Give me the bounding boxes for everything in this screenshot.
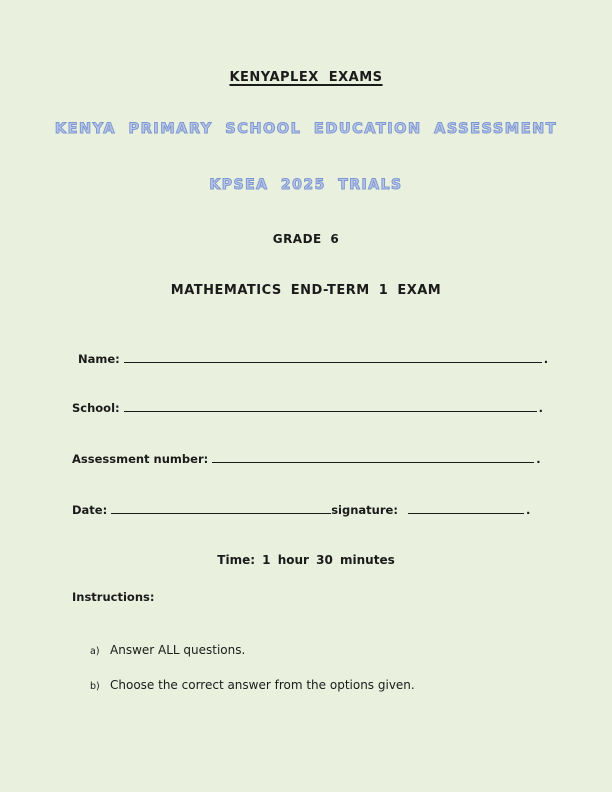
assessment-number-line-terminator: .: [536, 452, 541, 466]
name-field-row: [78, 351, 552, 367]
school-field-row: [72, 400, 552, 416]
date-label: Date:: [72, 503, 108, 517]
signature-label: signature:: [331, 503, 398, 517]
org-title: [0, 0, 612, 86]
school-blank-line: [124, 400, 537, 412]
instruction-b-marker: b): [90, 681, 100, 692]
exam-title: MATHEMATICS END-TERM 1 EXAM: [170, 283, 442, 298]
date-blank-line: [111, 502, 331, 514]
trial-title: KPSEA 2025 TRIALS: [209, 177, 403, 193]
name-blank-line: [124, 351, 542, 363]
school-label: School:: [72, 401, 120, 415]
org-title-text: KENYAPLEX EXAMS: [229, 70, 383, 85]
assessment-title: KENYA PRIMARY SCHOOL EDUCATION ASSESSMENT: [54, 121, 558, 137]
name-line-terminator: .: [543, 352, 549, 366]
instruction-a-text: Answer ALL questions.: [110, 643, 246, 657]
assessment-number-label: Assessment number:: [72, 452, 209, 466]
date-line-terminator: .: [525, 503, 531, 517]
instructions-heading: Instructions:: [72, 590, 155, 604]
school-line-terminator: .: [538, 401, 544, 415]
signature-blank-line: [408, 502, 524, 514]
assessment-number-field-row: [72, 451, 552, 467]
name-label: Name:: [78, 352, 120, 366]
grade-label: GRADE 6: [272, 232, 340, 246]
instruction-a-marker: a): [90, 646, 100, 657]
instruction-b-text: Choose the correct answer from the options given.: [110, 678, 415, 692]
instruction-item-a: [90, 643, 612, 659]
assessment-number-blank-line: [212, 451, 534, 463]
date-signature-field-row: [72, 502, 552, 518]
instruction-item-b: [90, 678, 612, 694]
time-allowed: Time: 1 hour 30 minutes: [217, 553, 395, 567]
